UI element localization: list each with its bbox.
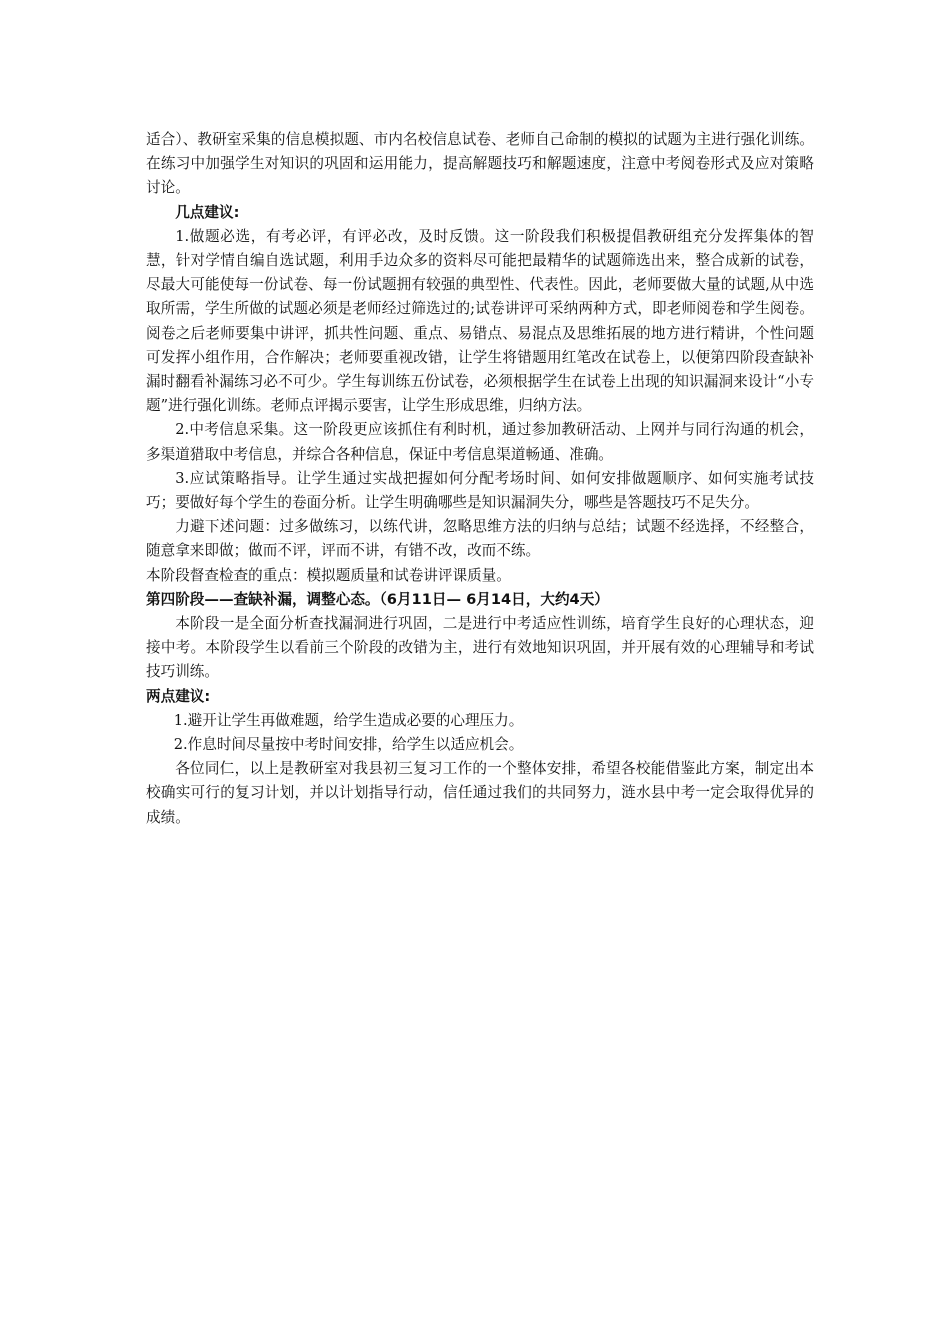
document-body — [146, 128, 814, 830]
paragraph-avoid-problems: 力避下述问题：过多做练习，以练代讲，忽略思维方法的归纳与总结；试题不经选择，不经整合，随意拿来即做；做而不评，评而不讲，有错不改，改而不练。 — [146, 518, 814, 560]
paragraph-two-suggestion-2: 2.作息时间尽量按中考时间安排，给学生以适应机会。 — [173, 736, 524, 754]
heading-two-suggestions: 两点建议: — [146, 687, 211, 705]
paragraph-two-suggestion-1: 1.避开让学生再做难题，给学生造成必要的心理压力。 — [173, 711, 524, 729]
paragraph-continuation: 适合）、教研室采集的信息模拟题、市内名校信息试卷、老师自己命制的模拟的试题为主进行强化训练。在练习中加强学生对知识的巩固和运用能力，提高解题技巧和解题速度，注意中考阅卷形式及应对策略讨论。 — [146, 131, 814, 197]
paragraph-suggestion-3: 3.应试策略指导。让学生通过实战把握如何分配考场时间、如何安排做题顺序、如何实施考试技巧；要做好每个学生的卷面分析。让学生明确哪些是知识漏洞失分，哪些是答题技巧不足失分。 — [146, 469, 814, 512]
paragraph-stage-four: 本阶段一是全面分析查找漏洞进行巩固，二是进行中考适应性训练，培育学生良好的心理状态，迎接中考。本阶段学生以看前三个阶段的改错为主，进行有效地知识巩固，并开展有效的心理辅导和考试技巧训练。 — [146, 615, 814, 681]
paragraph-closing: 各位同仁，以上是教研室对我县初三复习工作的一个整体安排，希望各校能借鉴此方案，制定出本校确实可行的复习计划，并以计划指导行动，信任通过我们的共同努力，涟水县中考一定会取得优异的成绩。 — [146, 760, 814, 826]
heading-stage-four: 第四阶段——查缺补漏，调整心态。（6月11日— 6月14日，大约4天） — [146, 590, 609, 608]
paragraph-inspection-focus: 本阶段督查检查的重点：模拟题质量和试卷讲评课质量。 — [146, 566, 511, 584]
paragraph-suggestion-1: 1.做题必选，有考必评，有评必改，及时反馈。这一阶段我们积极提倡教研组充分发挥集体的智慧，针对学情自编自选试题，利用手边众多的资料尽可能把最精华的试题筛选出来，整合成新的试卷，尽最大可能使每一份试卷、每一份试题拥有较强的典型性、代表性。因此，老师要做大量的试题,从中选取所需，学生所做的试题必须是老师经过筛选过的;试卷讲评可采纳两种方式，即老师阅卷和学生阅卷。阅卷之后老师要集中讲评，抓共性问题、重点、易错点、易混点及思维拓展的地方进行精讲，个性问题可发挥小组作用，合作解决；老师要重视改错，让学生将错题用红笔改在试卷上，以便第四阶段查缺补漏时翻看补漏练习必不可少。学生每训练五份试卷，必须根据学生在试卷上出现的知识漏洞来设计“小专题”进行强化训练。老师点评揭示要害，让学生形成思维，归纳方法。 — [146, 227, 814, 415]
heading-suggestions: 几点建议: — [175, 203, 240, 221]
paragraph-suggestion-2: 2.中考信息采集。这一阶段更应该抓住有利时机，通过参加教研活动、上网并与同行沟通的机会，多渠道猎取中考信息，并综合各种信息，保证中考信息渠道畅通、准确。 — [146, 421, 814, 463]
